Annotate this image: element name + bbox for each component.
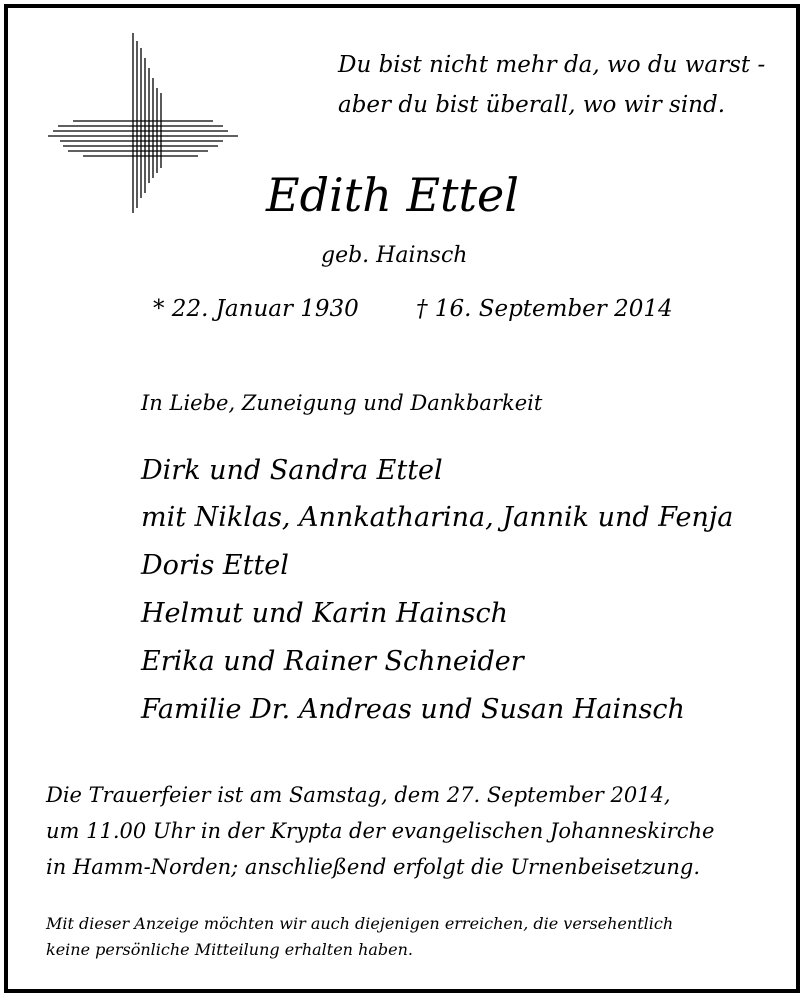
cross-icon	[48, 33, 248, 223]
service-line-2: um 11.00 Uhr in der Krypta der evangelischen Johanneskirche	[46, 819, 715, 843]
birth-name: geb. Hainsch	[321, 243, 468, 268]
quote-line-1: Du bist nicht mehr da, wo du warst -	[338, 52, 766, 78]
mourner-line: mit Niklas, Annkatharina, Jannik und Fenja	[141, 502, 734, 533]
mourner-line: Familie Dr. Andreas und Susan Hainsch	[141, 694, 685, 725]
mourner-line: Doris Ettel	[141, 550, 289, 581]
mourner-line: Helmut und Karin Hainsch	[141, 598, 509, 629]
deceased-name: Edith Ettel	[266, 168, 519, 222]
note-line-1: Mit dieser Anzeige möchten wir auch diejenigen erreichen, die versehentlich	[46, 914, 674, 933]
intro-text: In Liebe, Zuneigung und Dankbarkeit	[141, 391, 543, 415]
mourner-line: Dirk und Sandra Ettel	[141, 455, 443, 486]
service-line-3: in Hamm-Norden; anschließend erfolgt die Urnenbeisetzung.	[46, 855, 701, 879]
service-line-1: Die Trauerfeier ist am Samstag, dem 27. September 2014,	[46, 783, 671, 807]
death-date: † 16. September 2014	[416, 296, 673, 322]
birth-date: * 22. Januar 1930	[153, 296, 359, 322]
note-line-2: keine persönliche Mitteilung erhalten haben.	[46, 940, 414, 959]
quote-line-2: aber du bist überall, wo wir sind.	[338, 92, 726, 118]
mourner-line: Erika und Rainer Schneider	[141, 646, 524, 677]
obituary-notice	[4, 4, 800, 993]
